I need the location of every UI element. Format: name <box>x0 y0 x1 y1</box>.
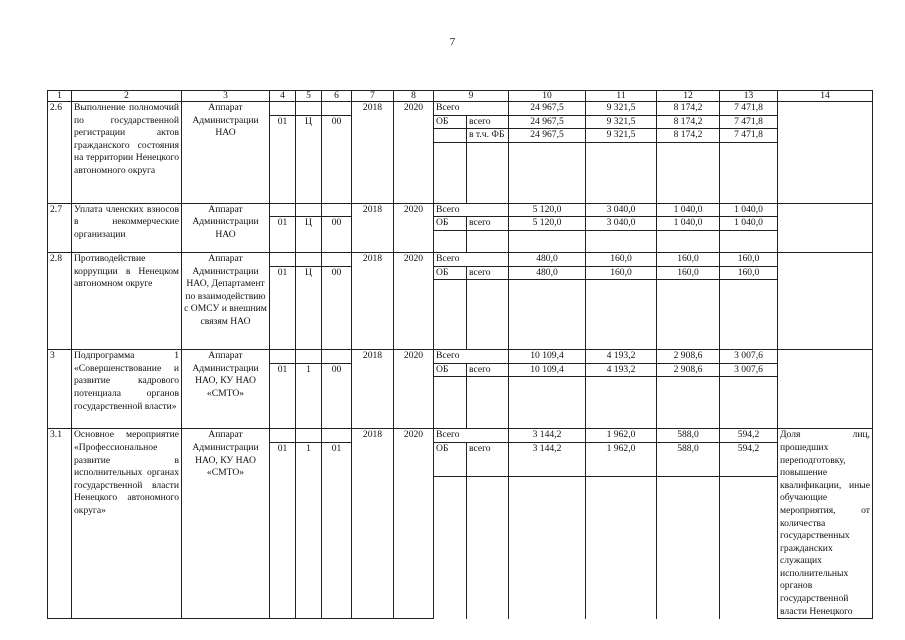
empty-cell <box>657 377 720 429</box>
funding-source-cell <box>434 129 467 143</box>
start-year-cell: 2018 <box>352 252 394 349</box>
funding-source-cell: Всего <box>434 252 509 266</box>
indicator-cell <box>778 350 873 429</box>
code-5-cell: 1 <box>296 363 322 429</box>
code-cell-empty <box>270 102 296 116</box>
activity-name-cell: Выполнение полномочий по государственной регистрации актов гражданского состояния на территории Ненецкого автономного округа <box>72 102 182 204</box>
empty-cell <box>720 377 778 429</box>
activity-name-cell: Подпрограмма 1 «Совершенствование и развитие кадрового потенциала органов государственной власти» <box>72 350 182 429</box>
code-4-cell: 01 <box>270 442 296 618</box>
start-year-cell: 2018 <box>352 203 394 252</box>
empty-cell <box>509 230 586 252</box>
code-cell-empty <box>270 350 296 364</box>
funding-source-cell: Всего <box>434 203 509 217</box>
year-2018-amount-cell: 1 962,0 <box>586 429 657 443</box>
empty-cell <box>586 477 657 619</box>
activity-name-cell: Основное мероприятие «Профессиональное развитие в исполнительных органах государственной власти Ненецкого автономного округа» <box>72 429 182 619</box>
code-cell-empty <box>296 203 322 217</box>
col-header: 3 <box>182 91 270 102</box>
total-amount-cell: 480,0 <box>509 266 586 280</box>
executor-cell: Аппарат Администрации НАО, Департамент по взаимодействию с ОМСУ и внешним связям НАО <box>182 252 270 349</box>
empty-cell <box>720 280 778 350</box>
empty-cell <box>586 377 657 429</box>
code-4-cell: 01 <box>270 217 296 253</box>
code-cell-empty <box>296 102 322 116</box>
total-amount-cell: 5 120,0 <box>509 217 586 231</box>
funding-type-cell: всего <box>467 363 509 377</box>
code-cell-empty <box>270 429 296 443</box>
code-4-cell: 01 <box>270 363 296 429</box>
col-header: 8 <box>394 91 434 102</box>
table-row <box>48 350 873 364</box>
year-2019-amount-cell: 8 174,2 <box>657 115 720 129</box>
total-amount-cell: 24 967,5 <box>509 129 586 143</box>
executor-cell: Аппарат Администрации НАО, КУ НАО «СМТО» <box>182 429 270 619</box>
code-4-cell: 01 <box>270 266 296 350</box>
table-row <box>48 102 873 116</box>
col-header: 12 <box>657 91 720 102</box>
year-2018-amount-cell: 4 193,2 <box>586 363 657 377</box>
code-6-cell: 00 <box>322 115 352 203</box>
row-number-cell: 2.6 <box>48 102 72 204</box>
total-amount-cell: 5 120,0 <box>509 203 586 217</box>
year-2020-amount-cell: 594,2 <box>720 442 778 476</box>
empty-cell <box>467 477 509 619</box>
code-cell-empty <box>322 102 352 116</box>
year-2019-amount-cell: 2 908,6 <box>657 363 720 377</box>
col-header: 2 <box>72 91 182 102</box>
end-year-cell: 2020 <box>394 203 434 252</box>
funding-source-cell: ОБ <box>434 363 467 377</box>
end-year-cell: 2020 <box>394 252 434 349</box>
col-header: 11 <box>586 91 657 102</box>
year-2019-amount-cell: 160,0 <box>657 252 720 266</box>
total-amount-cell: 3 144,2 <box>509 429 586 443</box>
empty-cell <box>657 230 720 252</box>
empty-cell <box>586 230 657 252</box>
code-4-cell: 01 <box>270 115 296 203</box>
executor-cell: Аппарат Администрации НАО <box>182 203 270 252</box>
col-header: 10 <box>509 91 586 102</box>
funding-source-cell: Всего <box>434 350 509 364</box>
empty-cell <box>434 477 467 619</box>
year-2019-amount-cell: 588,0 <box>657 429 720 443</box>
total-amount-cell: 24 967,5 <box>509 115 586 129</box>
start-year-cell: 2018 <box>352 429 394 619</box>
total-amount-cell: 10 109,4 <box>509 350 586 364</box>
funding-type-cell: всего <box>467 115 509 129</box>
col-header: 4 <box>270 91 296 102</box>
empty-cell <box>657 280 720 350</box>
year-2020-amount-cell: 1 040,0 <box>720 217 778 231</box>
year-2018-amount-cell: 1 962,0 <box>586 442 657 476</box>
code-5-cell: Ц <box>296 115 322 203</box>
empty-cell <box>467 142 509 203</box>
empty-cell <box>467 280 509 350</box>
code-cell-empty <box>296 252 322 266</box>
funding-source-cell: ОБ <box>434 442 467 476</box>
indicator-cell: Доля лиц, прошедших переподготовку, повышение квалификации, иные обучающие мероприятия, от количества государственных гражданских служащих исполнительных органов государственной власти Ненецкого <box>778 429 873 619</box>
total-amount-cell: 480,0 <box>509 252 586 266</box>
year-2018-amount-cell: 4 193,2 <box>586 350 657 364</box>
table-row <box>48 429 873 443</box>
year-2019-amount-cell: 1 040,0 <box>657 203 720 217</box>
start-year-cell: 2018 <box>352 102 394 204</box>
empty-cell <box>720 230 778 252</box>
program-table <box>47 90 873 619</box>
row-number-cell: 2.8 <box>48 252 72 349</box>
funding-source-cell: Всего <box>434 429 509 443</box>
year-2018-amount-cell: 3 040,0 <box>586 217 657 231</box>
year-2020-amount-cell: 3 007,6 <box>720 363 778 377</box>
code-6-cell: 01 <box>322 442 352 618</box>
empty-cell <box>434 142 467 203</box>
total-amount-cell: 3 144,2 <box>509 442 586 476</box>
table-row <box>48 203 873 217</box>
year-2019-amount-cell: 1 040,0 <box>657 217 720 231</box>
end-year-cell: 2020 <box>394 429 434 619</box>
code-cell-empty <box>296 350 322 364</box>
empty-cell <box>586 280 657 350</box>
year-2018-amount-cell: 160,0 <box>586 266 657 280</box>
total-amount-cell: 10 109,4 <box>509 363 586 377</box>
empty-cell <box>657 142 720 203</box>
funding-type-cell: всего <box>467 266 509 280</box>
empty-cell <box>467 377 509 429</box>
code-cell-empty <box>270 252 296 266</box>
col-header: 7 <box>352 91 394 102</box>
row-number-cell: 3 <box>48 350 72 429</box>
funding-type-cell: всего <box>467 217 509 231</box>
funding-type-cell: в т.ч. ФБ <box>467 129 509 143</box>
year-2020-amount-cell: 1 040,0 <box>720 203 778 217</box>
empty-cell <box>657 477 720 619</box>
code-cell-empty <box>322 429 352 443</box>
row-number-cell: 3.1 <box>48 429 72 619</box>
col-header: 13 <box>720 91 778 102</box>
code-5-cell: Ц <box>296 266 322 350</box>
empty-cell <box>509 377 586 429</box>
code-6-cell: 00 <box>322 363 352 429</box>
header-row <box>48 91 873 102</box>
empty-cell <box>434 377 467 429</box>
activity-name-cell: Противодействие коррупции в Ненецком автономном округе <box>72 252 182 349</box>
code-cell-empty <box>322 203 352 217</box>
year-2020-amount-cell: 160,0 <box>720 252 778 266</box>
end-year-cell: 2020 <box>394 350 434 429</box>
start-year-cell: 2018 <box>352 350 394 429</box>
empty-cell <box>586 142 657 203</box>
code-6-cell: 00 <box>322 217 352 253</box>
year-2020-amount-cell: 7 471,8 <box>720 115 778 129</box>
col-header: 5 <box>296 91 322 102</box>
empty-cell <box>509 477 586 619</box>
empty-cell <box>509 142 586 203</box>
funding-type-cell: всего <box>467 442 509 476</box>
year-2018-amount-cell: 9 321,5 <box>586 115 657 129</box>
empty-cell <box>434 230 467 252</box>
funding-source-cell: ОБ <box>434 217 467 231</box>
end-year-cell: 2020 <box>394 102 434 204</box>
code-cell-empty <box>270 203 296 217</box>
code-5-cell: Ц <box>296 217 322 253</box>
code-cell-empty <box>296 429 322 443</box>
empty-cell <box>720 142 778 203</box>
code-cell-empty <box>322 350 352 364</box>
col-header: 6 <box>322 91 352 102</box>
year-2018-amount-cell: 9 321,5 <box>586 129 657 143</box>
empty-cell <box>434 280 467 350</box>
year-2020-amount-cell: 160,0 <box>720 266 778 280</box>
year-2019-amount-cell: 160,0 <box>657 266 720 280</box>
year-2019-amount-cell: 2 908,6 <box>657 350 720 364</box>
indicator-cell <box>778 252 873 349</box>
year-2018-amount-cell: 3 040,0 <box>586 203 657 217</box>
indicator-cell <box>778 102 873 204</box>
year-2020-amount-cell: 7 471,8 <box>720 102 778 116</box>
code-cell-empty <box>322 252 352 266</box>
code-6-cell: 00 <box>322 266 352 350</box>
executor-cell: Аппарат Администрации НАО, КУ НАО «СМТО» <box>182 350 270 429</box>
col-header: 14 <box>778 91 873 102</box>
indicator-cell <box>778 203 873 252</box>
col-header: 1 <box>48 91 72 102</box>
year-2020-amount-cell: 3 007,6 <box>720 350 778 364</box>
empty-cell <box>467 230 509 252</box>
empty-cell <box>720 477 778 619</box>
activity-name-cell: Уплата членских взносов в некоммерческие организации <box>72 203 182 252</box>
total-amount-cell: 24 967,5 <box>509 102 586 116</box>
code-5-cell: 1 <box>296 442 322 618</box>
page-number: 7 <box>449 36 456 48</box>
funding-source-cell: ОБ <box>434 266 467 280</box>
year-2019-amount-cell: 588,0 <box>657 442 720 476</box>
row-number-cell: 2.7 <box>48 203 72 252</box>
year-2020-amount-cell: 7 471,8 <box>720 129 778 143</box>
year-2020-amount-cell: 594,2 <box>720 429 778 443</box>
funding-source-cell: Всего <box>434 102 509 116</box>
executor-cell: Аппарат Администрации НАО <box>182 102 270 204</box>
year-2018-amount-cell: 160,0 <box>586 252 657 266</box>
col-header: 9 <box>434 91 509 102</box>
year-2018-amount-cell: 9 321,5 <box>586 102 657 116</box>
funding-source-cell: ОБ <box>434 115 467 129</box>
table-row <box>48 252 873 266</box>
year-2019-amount-cell: 8 174,2 <box>657 129 720 143</box>
year-2019-amount-cell: 8 174,2 <box>657 102 720 116</box>
empty-cell <box>509 280 586 350</box>
